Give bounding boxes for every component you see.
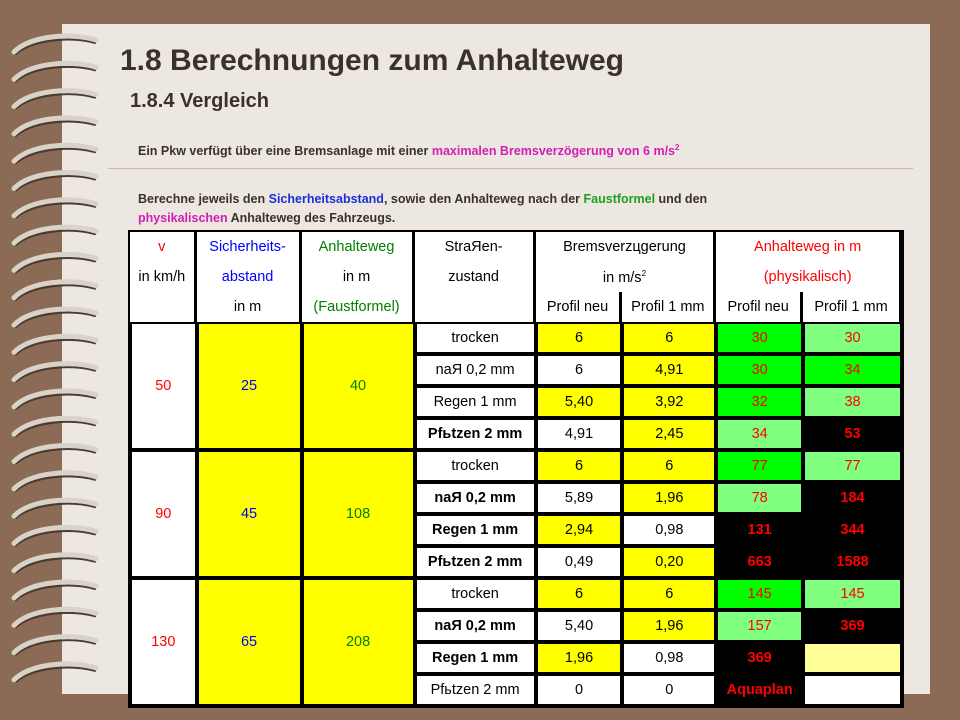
stopping-distance-1mm-cell: 77 [803, 450, 902, 482]
page-subtitle: 1.8.4 Vergleich [130, 90, 269, 112]
brake-decel-new-cell: 6 [536, 322, 623, 354]
stopping-distance-1mm-cell: 344 [803, 514, 902, 546]
header-anhalteweg-phys: Anhalteweg in m [716, 232, 902, 262]
header-abstand: abstand [197, 262, 302, 292]
table-row [130, 322, 902, 354]
binding-ring [14, 254, 96, 270]
brake-decel-new-cell: 6 [536, 578, 623, 610]
brake-decel-1mm-cell: 4,91 [622, 354, 716, 386]
stopping-distance-new-cell: 78 [716, 482, 803, 514]
stopping-distance-new-cell: 32 [716, 386, 803, 418]
speed-cell: 130 [130, 578, 197, 706]
header-brems-unit-sup: 2 [641, 268, 647, 278]
safety-distance-cell: 45 [197, 450, 302, 578]
stopping-distance-1mm-cell: 184 [803, 482, 902, 514]
stopping-distance-new-cell: 30 [716, 354, 803, 386]
stopping-distance-1mm-cell: 34 [803, 354, 902, 386]
table-row [130, 450, 902, 482]
stopping-distance-new-cell: 145 [716, 578, 803, 610]
binding-ring [14, 118, 96, 134]
header-phys-unit: (physikalisch) [716, 262, 902, 292]
brake-decel-1mm-cell: 0 [622, 674, 716, 706]
road-condition-cell: Regen 1 mm [415, 514, 536, 546]
binding-ring [14, 418, 96, 434]
brake-decel-new-cell: 5,40 [536, 386, 623, 418]
binding-ring [14, 500, 96, 516]
binding-ring [14, 145, 96, 161]
binding-ring [14, 582, 96, 598]
header-v: v [130, 232, 197, 262]
stopping-distance-1mm-cell: 30 [803, 322, 902, 354]
header-v-unit: in km/h [130, 262, 197, 292]
brake-decel-1mm-cell: 0,98 [622, 514, 716, 546]
stopping-distance-new-cell: 34 [716, 418, 803, 450]
stopping-distance-new-cell: 157 [716, 610, 803, 642]
task-sicherheit: Sicherheitsabstand [268, 192, 384, 206]
brake-decel-new-cell: 5,40 [536, 610, 623, 642]
header-abstand-unit: in m [197, 292, 302, 322]
header-sicherheits: Sicherheits- [197, 232, 302, 262]
stopping-distance-new-cell: 369 [716, 642, 803, 674]
brake-decel-new-cell: 0,49 [536, 546, 623, 578]
page-title: 1.8 Berechnungen zum Anhalteweg [120, 44, 624, 77]
brake-decel-new-cell: 2,94 [536, 514, 623, 546]
stopping-distance-1mm-cell: 1588 [803, 546, 902, 578]
stopping-distance-new-cell: 663 [716, 546, 803, 578]
binding-ring [14, 91, 96, 107]
binding-ring [14, 364, 96, 380]
road-condition-cell: naЯ 0,2 mm [415, 354, 536, 386]
stopping-distance-new-cell: 30 [716, 322, 803, 354]
brake-decel-new-cell: 0 [536, 674, 623, 706]
header-bremsverzoegerung: Bremsverzцgerung [536, 232, 717, 262]
binding-ring [14, 63, 96, 79]
road-condition-cell: Pfьtzen 2 mm [415, 674, 536, 706]
header-brems-unit [536, 262, 717, 292]
safety-distance-cell: 25 [197, 322, 302, 450]
stopping-distance-1mm-cell: 369 [803, 610, 902, 642]
binding-ring [14, 336, 96, 352]
header-strassen: StraЯen- [415, 232, 536, 262]
road-condition-cell: trocken [415, 450, 536, 482]
header-empty-2 [415, 292, 536, 322]
task-part1: Berechne jeweils den [138, 192, 269, 206]
binding-ring [14, 391, 96, 407]
brake-decel-1mm-cell: 1,96 [622, 482, 716, 514]
binding-ring [14, 609, 96, 625]
brake-decel-1mm-cell: 1,96 [622, 610, 716, 642]
header-empty-1 [130, 292, 197, 322]
faustformel-cell: 40 [302, 322, 415, 450]
binding-ring [14, 555, 96, 571]
brake-decel-new-cell: 4,91 [536, 418, 623, 450]
brake-decel-1mm-cell: 6 [622, 450, 716, 482]
binding-ring [14, 36, 96, 52]
binding-ring [14, 173, 96, 189]
spiral-binding [0, 28, 110, 698]
stopping-distance-1mm-cell: 145 [803, 578, 902, 610]
task-text [138, 190, 898, 228]
stopping-distance-1mm-cell: 38 [803, 386, 902, 418]
intro-sup: 2 [675, 143, 680, 152]
intro-text [138, 143, 679, 158]
table-row [130, 578, 902, 610]
intro-text-main: Ein Pkw verfügt über eine Bremsanlage mit einer [138, 144, 432, 159]
stopping-distance-1mm-cell: 53 [803, 418, 902, 450]
header-brems-unit-text: in m/s [602, 269, 642, 286]
binding-ring [14, 527, 96, 543]
speed-cell: 90 [130, 450, 197, 578]
header-anhalteweg-faust: Anhalteweg [302, 232, 415, 262]
faustformel-cell: 208 [302, 578, 415, 706]
task-part2: , sowie den Anhalteweg nach der [383, 192, 584, 206]
road-condition-cell: Pfьtzen 2 mm [415, 546, 536, 578]
header-profil-neu-b: Profil neu [536, 292, 623, 322]
road-condition-cell: Regen 1 mm [415, 386, 536, 418]
road-condition-cell: naЯ 0,2 mm [415, 482, 536, 514]
header-profil-1mm-b: Profil 1 mm [622, 292, 716, 322]
binding-ring [14, 473, 96, 489]
road-condition-cell: naЯ 0,2 mm [415, 610, 536, 642]
stopping-distance-1mm-cell [803, 674, 902, 706]
brake-decel-1mm-cell: 0,20 [622, 546, 716, 578]
speed-cell: 50 [130, 322, 197, 450]
faustformel-cell: 108 [302, 450, 415, 578]
brake-decel-new-cell: 6 [536, 450, 623, 482]
binding-ring [14, 637, 96, 653]
task-part4: Anhalteweg des Fahrzeugs. [227, 211, 396, 225]
binding-ring [14, 282, 96, 298]
comparison-table [128, 230, 904, 708]
task-part3: und den [655, 192, 708, 206]
binding-ring [14, 200, 96, 216]
divider [108, 168, 913, 169]
brake-decel-1mm-cell: 0,98 [622, 642, 716, 674]
road-condition-cell: trocken [415, 322, 536, 354]
task-phys: physikalischen [138, 211, 228, 225]
stopping-distance-new-cell: Aquaplan [716, 674, 803, 706]
binding-ring [14, 664, 96, 680]
header-profil-neu-p: Profil neu [716, 292, 803, 322]
header-faust-label: (Faustformel) [302, 292, 415, 322]
safety-distance-cell: 65 [197, 578, 302, 706]
task-faust: Faustformel [583, 192, 656, 206]
stopping-distance-new-cell: 77 [716, 450, 803, 482]
binding-ring [14, 309, 96, 325]
header-faust-unit: in m [302, 262, 415, 292]
brake-decel-new-cell: 5,89 [536, 482, 623, 514]
brake-decel-1mm-cell: 6 [622, 322, 716, 354]
binding-ring [14, 446, 96, 462]
brake-decel-1mm-cell: 2,45 [622, 418, 716, 450]
road-condition-cell: trocken [415, 578, 536, 610]
stopping-distance-1mm-cell [803, 642, 902, 674]
intro-highlight: maximalen Bremsverzögerung von 6 m/s [431, 144, 675, 159]
road-condition-cell: Regen 1 mm [415, 642, 536, 674]
brake-decel-new-cell: 1,96 [536, 642, 623, 674]
brake-decel-new-cell: 6 [536, 354, 623, 386]
header-profil-1mm-p: Profil 1 mm [803, 292, 902, 322]
brake-decel-1mm-cell: 6 [622, 578, 716, 610]
brake-decel-1mm-cell: 3,92 [622, 386, 716, 418]
binding-ring [14, 227, 96, 243]
road-condition-cell: Pfьtzen 2 mm [415, 418, 536, 450]
header-zustand: zustand [415, 262, 536, 292]
stopping-distance-new-cell: 131 [716, 514, 803, 546]
